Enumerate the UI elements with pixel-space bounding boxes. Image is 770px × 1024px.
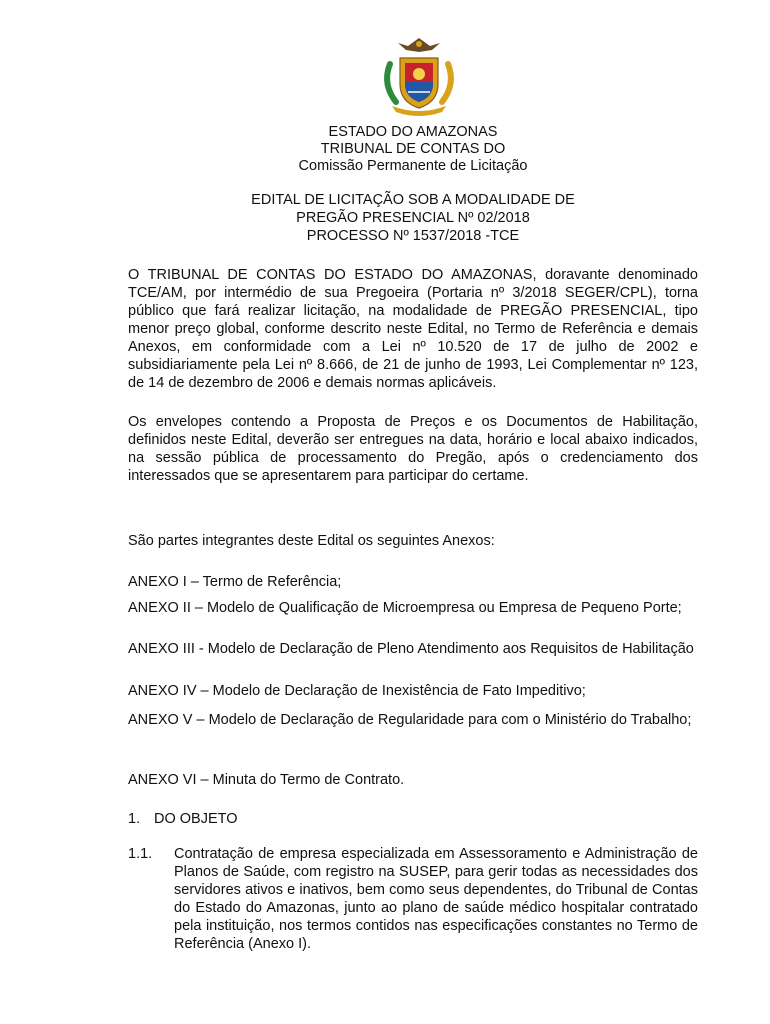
annex-item: ANEXO III - Modelo de Declaração de Pleno Atendimento aos Requisitos de Habilitação <box>128 641 694 657</box>
subsection-number: 1.1. <box>128 846 153 862</box>
edital-title: EDITAL DE LICITAÇÃO SOB A MODALIDADE DE <box>251 192 575 208</box>
annex-item: ANEXO I – Termo de Referência; <box>128 574 342 590</box>
annex-item: ANEXO VI – Minuta do Termo de Contrato. <box>128 772 405 788</box>
section-number: 1. <box>128 811 141 827</box>
header-state: ESTADO DO AMAZONAS <box>328 124 498 140</box>
envelopes-paragraph: Os envelopes contendo a Proposta de Preços e os Documentos de Habilitação, definidos neste Edital, deverão ser entregues na data, horário e local abaixo indicados, na sessão pública de processamento do Pregão, após o credenciamento dos interessados que se apresentarem para participar do certame. <box>128 414 698 484</box>
annexes-intro: São partes integrantes deste Edital os seguintes Anexos: <box>128 533 495 549</box>
state-coat-of-arms-icon <box>378 34 460 116</box>
process-number: PROCESSO Nº 1537/2018 -TCE <box>306 228 520 244</box>
annex-item: ANEXO IV – Modelo de Declaração de Inexistência de Fato Impeditivo; <box>128 683 586 699</box>
annex-item: ANEXO V – Modelo de Declaração de Regularidade para com o Ministério do Trabalho; <box>128 712 692 728</box>
pregao-number: PREGÃO PRESENCIAL Nº 02/2018 <box>296 210 530 226</box>
header-court: TRIBUNAL DE CONTAS DO <box>320 141 506 157</box>
subsection-text: Contratação de empresa especializada em Assessoramento e Administração de Planos de Saúde, com registro na SUSEP, para gerir todas as necessidades dos servidores ativos e inativos, bem como seus dependentes, do Tribunal de Contas do Estado do Amazonas, junto ao plano de saúde médico hospitalar contratado pela instituição, nos termos contidos nas especificações constantes no Termo de Referência (Anexo I). <box>174 846 698 952</box>
annex-item: ANEXO II – Modelo de Qualificação de Microempresa ou Empresa de Pequeno Porte; <box>128 600 682 616</box>
section-title: DO OBJETO <box>154 811 238 827</box>
intro-paragraph: O TRIBUNAL DE CONTAS DO ESTADO DO AMAZONAS, doravante denominado TCE/AM, por intermédio de sua Pregoeira (Portaria nº 3/2018 SEGER/CPL), torna público que fará realizar licitação, na modalidade de PREGÃO PRESENCIAL, tipo menor preço global, conforme descrito neste Edital, no Termo de Referência e demais Anexos, em conformidade com a Lei nº 10.520 de 17 de julho de 2002 e subsidiariamente pela Lei nº 8.666, de 21 de junho de 1993, Lei Complementar nº 123, de 14 de dezembro de 2006 e demais normas aplicáveis. <box>128 267 698 391</box>
header-commission: Comissão Permanente de Licitação <box>298 158 528 174</box>
